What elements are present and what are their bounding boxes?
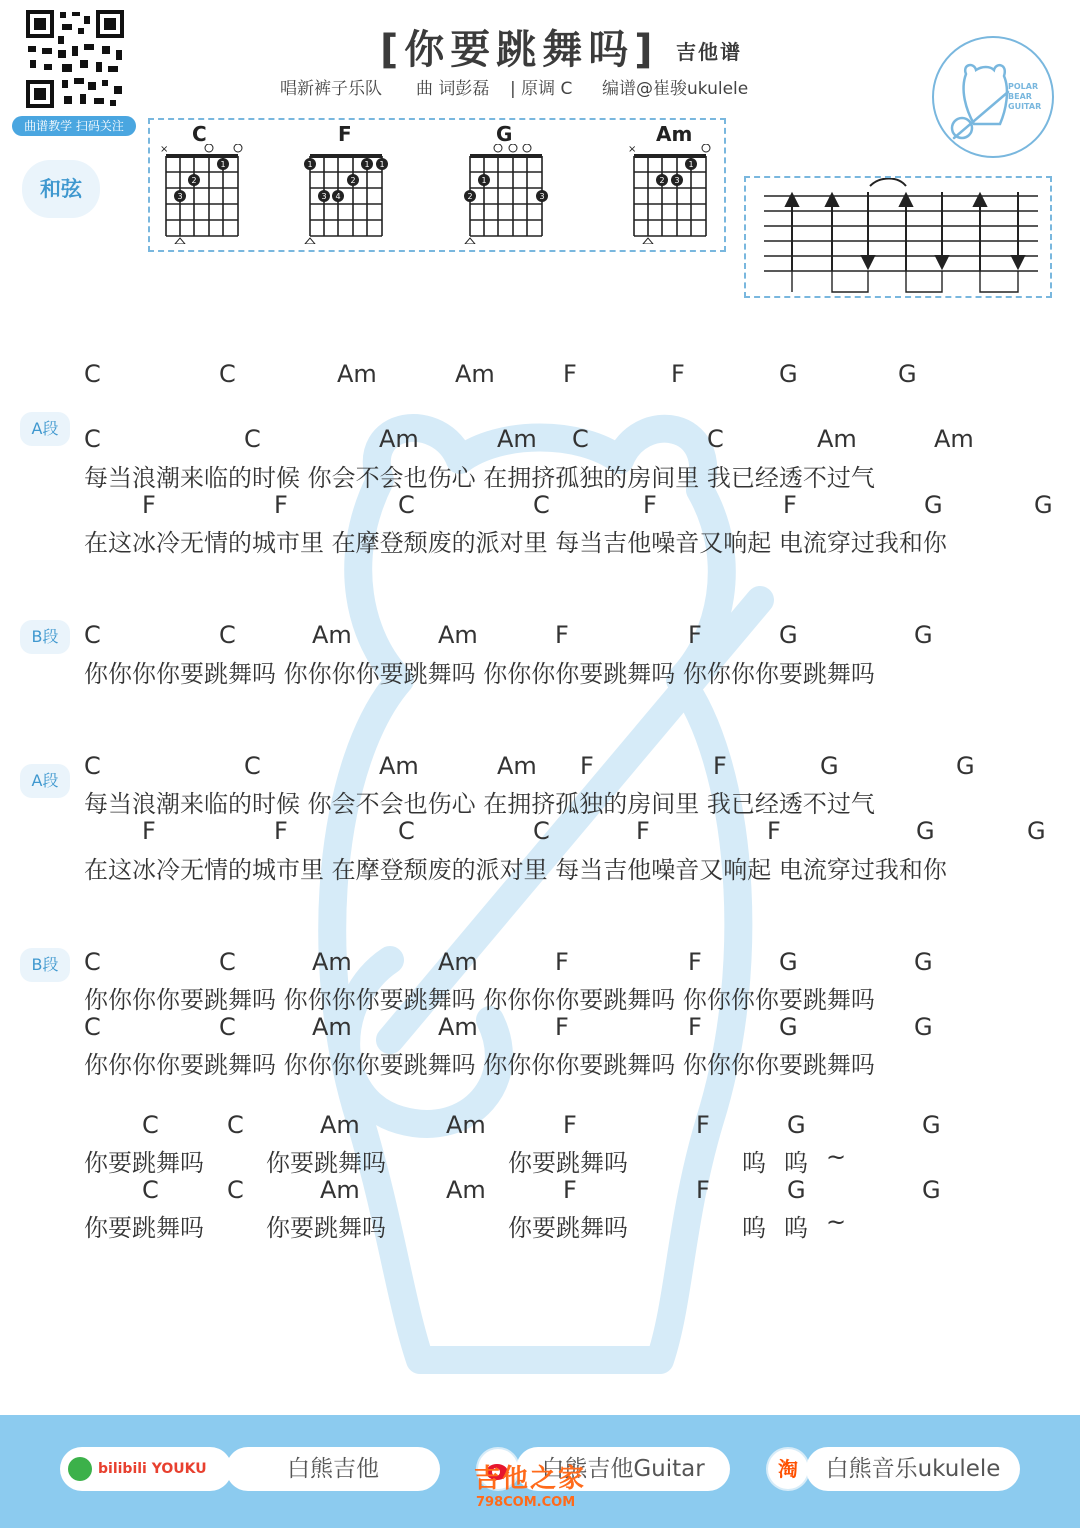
- chord-label: F: [696, 1176, 710, 1204]
- section-label-b: B段: [20, 948, 70, 982]
- chord-label: G: [956, 752, 975, 780]
- chord-row: [0, 425, 1080, 457]
- svg-text:3: 3: [539, 192, 545, 201]
- logo-text: POLAR BEAR GUITAR: [1008, 82, 1042, 111]
- chord-label: G: [914, 1013, 933, 1041]
- chord-label: F: [696, 1111, 710, 1139]
- lyric-phrase: 呜: [742, 1149, 766, 1177]
- chord-label: F: [274, 491, 288, 519]
- chord-label: Am: [320, 1111, 360, 1139]
- chord-label: G: [787, 1111, 806, 1139]
- lyric-phrase: 你要跳舞吗: [84, 1149, 204, 1177]
- taobao-icon: [768, 1449, 808, 1489]
- qr-scan-label: 曲谱教学 扫码关注: [12, 116, 136, 136]
- svg-text:1: 1: [481, 176, 487, 185]
- lyric-phrase: 你要跳舞吗: [84, 1214, 204, 1242]
- chord-label: C: [533, 817, 550, 845]
- lyric-line: 每当浪潮来临的时候 你会不会也伤心 在拥挤孤独的房间里 我已经透不过气: [84, 464, 875, 492]
- chord-label: F: [563, 360, 577, 388]
- svg-text:2: 2: [467, 192, 473, 201]
- section-label-a: A段: [20, 412, 70, 446]
- chord-diagram-am: [626, 120, 726, 246]
- chord-label: Am: [379, 425, 419, 453]
- chord-label: G: [787, 1176, 806, 1204]
- lyric-phrase: 你要跳舞吗: [508, 1214, 628, 1242]
- chord-label: Am: [312, 948, 352, 976]
- lyric-row: [0, 1208, 1080, 1240]
- qr-code[interactable]: [22, 6, 128, 112]
- chord-label: G: [779, 360, 798, 388]
- svg-text:1: 1: [379, 160, 385, 169]
- chord-label: C: [707, 425, 724, 453]
- chord-label: C: [572, 425, 589, 453]
- chord-label: F: [142, 817, 156, 845]
- chord-label: F: [142, 491, 156, 519]
- svg-text:3: 3: [177, 192, 183, 201]
- account-name: 白熊吉他Guitar: [541, 1456, 705, 1482]
- svg-text:3: 3: [674, 176, 680, 185]
- chord-diagram-panel: [148, 118, 726, 252]
- intro-chord-row: [0, 360, 1080, 392]
- strum-pattern-panel: [744, 176, 1052, 298]
- chord-label: Am: [446, 1111, 486, 1139]
- chord-label: C: [84, 425, 101, 453]
- chord-label: C: [227, 1176, 244, 1204]
- score-type-label: 吉他谱: [676, 40, 742, 64]
- fretboard-graphic: [158, 144, 258, 244]
- chord-label: C: [398, 817, 415, 845]
- svg-text:4: 4: [335, 192, 341, 201]
- chord-label: Am: [379, 752, 419, 780]
- chord-label: C: [227, 1111, 244, 1139]
- chord-label: F: [636, 817, 650, 845]
- chord-label: F: [274, 817, 288, 845]
- chord-row: [0, 1013, 1080, 1045]
- lyric-line: 每当浪潮来临的时候 你会不会也伤心 在拥挤孤独的房间里 我已经透不过气: [84, 790, 875, 818]
- chord-label: Am: [438, 621, 478, 649]
- chord-label: C: [398, 491, 415, 519]
- chord-row: [0, 1111, 1080, 1143]
- chord-diagram-g: [462, 120, 562, 246]
- account-pill-baixiong-ukulele[interactable]: [806, 1447, 1020, 1491]
- lyric-line: 你你你你要跳舞吗 你你你你要跳舞吗 你你你你要跳舞吗 你你你你要跳舞吗: [84, 986, 875, 1014]
- chord-label: G: [779, 621, 798, 649]
- chord-label: Am: [320, 1176, 360, 1204]
- svg-text:×: ×: [628, 144, 637, 155]
- lyric-phrase: 呜: [742, 1214, 766, 1242]
- chord-label: F: [555, 1013, 569, 1041]
- chord-label: Am: [934, 425, 974, 453]
- account-pill-baixiong-guitar[interactable]: [226, 1447, 440, 1491]
- chord-label: G: [914, 948, 933, 976]
- fretboard-graphic: [626, 144, 726, 244]
- chord-label: F: [563, 1111, 577, 1139]
- chord-name: C: [192, 122, 207, 146]
- wechat-icon: [68, 1457, 92, 1481]
- chord-name: Am: [656, 122, 693, 146]
- chord-label: G: [916, 817, 935, 845]
- chord-row: [0, 948, 1080, 980]
- site-watermark: [474, 1458, 624, 1518]
- chord-label: Am: [497, 752, 537, 780]
- chord-label: F: [563, 1176, 577, 1204]
- lyric-phrase: 你要跳舞吗: [508, 1149, 628, 1177]
- song-title: [你要跳舞吗]: [380, 27, 659, 73]
- chord-label: C: [84, 948, 101, 976]
- chord-label: G: [914, 621, 933, 649]
- svg-text:1: 1: [364, 160, 370, 169]
- chord-label: G: [898, 360, 917, 388]
- chord-label: C: [219, 621, 236, 649]
- chord-label: F: [783, 491, 797, 519]
- lyric-line: 你你你你要跳舞吗 你你你你要跳舞吗 你你你你要跳舞吗 你你你你要跳舞吗: [84, 660, 875, 688]
- fretboard-graphic: [302, 144, 402, 244]
- chord-label: F: [671, 360, 685, 388]
- lyric-line: 在这冰冷无情的城市里 在摩登颓废的派对里 每当吉他噪音又响起 电流穿过我和你: [84, 529, 947, 557]
- platforms-pill[interactable]: [60, 1447, 232, 1491]
- chord-label: C: [219, 360, 236, 388]
- lyric-phrase: 你要跳舞吗: [266, 1214, 386, 1242]
- lyric-phrase: 呜: [784, 1214, 808, 1242]
- composer-credit: 曲 词彭磊: [416, 79, 490, 99]
- chord-label: C: [84, 360, 101, 388]
- chord-label: C: [533, 491, 550, 519]
- chord-label: F: [688, 621, 702, 649]
- chord-label: Am: [446, 1176, 486, 1204]
- chord-label: C: [142, 1176, 159, 1204]
- fretboard-graphic: [462, 144, 562, 244]
- chord-label: F: [688, 1013, 702, 1041]
- watermark-text: 吉他之家: [474, 1464, 587, 1494]
- chord-label: C: [84, 1013, 101, 1041]
- chord-label: C: [244, 425, 261, 453]
- chord-label: C: [142, 1111, 159, 1139]
- chord-label: Am: [455, 360, 495, 388]
- lyric-line: 你你你你要跳舞吗 你你你你要跳舞吗 你你你你要跳舞吗 你你你你要跳舞吗: [84, 1051, 875, 1079]
- lyric-phrase: 呜: [784, 1149, 808, 1177]
- svg-text:3: 3: [321, 192, 327, 201]
- polar-bear-guitar-logo: [930, 34, 1056, 160]
- strum-pattern-graphic: [746, 178, 1050, 296]
- platforms-label: bilibili YOUKU: [98, 1461, 207, 1477]
- chord-row: [0, 752, 1080, 784]
- chord-diagram-f: [302, 120, 402, 246]
- svg-text:1: 1: [688, 160, 694, 169]
- account-name: 白熊音乐ukulele: [825, 1456, 1001, 1482]
- svg-text:2: 2: [659, 176, 665, 185]
- chord-label: Am: [438, 948, 478, 976]
- chord-label: G: [779, 948, 798, 976]
- svg-text:×: ×: [160, 144, 169, 155]
- chord-label: C: [219, 1013, 236, 1041]
- chord-label: Am: [438, 1013, 478, 1041]
- chord-label: F: [555, 621, 569, 649]
- arranger-credit: 编谱@崔骏ukulele: [602, 79, 749, 99]
- chord-label: G: [820, 752, 839, 780]
- chord-label: F: [767, 817, 781, 845]
- chord-label: F: [688, 948, 702, 976]
- chord-label: C: [244, 752, 261, 780]
- chord-label: F: [555, 948, 569, 976]
- singer-credit: 唱新裤子乐队: [280, 79, 382, 99]
- chord-label: G: [922, 1111, 941, 1139]
- watermark-url: 798COM.COM: [476, 1495, 576, 1510]
- svg-text:2: 2: [350, 176, 356, 185]
- chord-diagram-c: [158, 120, 258, 246]
- chord-label: G: [779, 1013, 798, 1041]
- section-label-b: B段: [20, 620, 70, 654]
- chord-row: [0, 621, 1080, 653]
- chord-row: [0, 491, 1080, 523]
- chord-label: Am: [497, 425, 537, 453]
- chord-name: F: [338, 122, 352, 146]
- chord-label: C: [219, 948, 236, 976]
- chord-label: Am: [817, 425, 857, 453]
- lyric-phrase: ~: [826, 1143, 847, 1171]
- taobao-glyph: 淘: [778, 1457, 798, 1481]
- chord-label: F: [713, 752, 727, 780]
- lyric-phrase: ~: [826, 1208, 847, 1236]
- chord-label: G: [924, 491, 943, 519]
- chord-label: G: [1034, 491, 1053, 519]
- chord-label: Am: [312, 1013, 352, 1041]
- account-name: 白熊吉他: [287, 1456, 379, 1482]
- section-label-a: A段: [20, 764, 70, 798]
- chord-label: F: [580, 752, 594, 780]
- original-key: | 原调 C: [510, 79, 573, 99]
- chords-section-label: 和弦: [22, 160, 100, 218]
- chord-label: Am: [312, 621, 352, 649]
- chord-label: C: [84, 752, 101, 780]
- svg-text:2: 2: [191, 176, 197, 185]
- svg-text:1: 1: [220, 160, 226, 169]
- chord-label: G: [922, 1176, 941, 1204]
- lyric-line: 在这冰冷无情的城市里 在摩登颓废的派对里 每当吉他噪音又响起 电流穿过我和你: [84, 856, 947, 884]
- chord-row: [0, 1176, 1080, 1208]
- chord-name: G: [496, 122, 513, 146]
- chord-label: C: [84, 621, 101, 649]
- chord-row: [0, 817, 1080, 849]
- chord-label: Am: [337, 360, 377, 388]
- lyric-phrase: 你要跳舞吗: [266, 1149, 386, 1177]
- lyric-row: [0, 1143, 1080, 1175]
- svg-text:1: 1: [307, 160, 313, 169]
- chord-label: F: [643, 491, 657, 519]
- chord-label: G: [1027, 817, 1046, 845]
